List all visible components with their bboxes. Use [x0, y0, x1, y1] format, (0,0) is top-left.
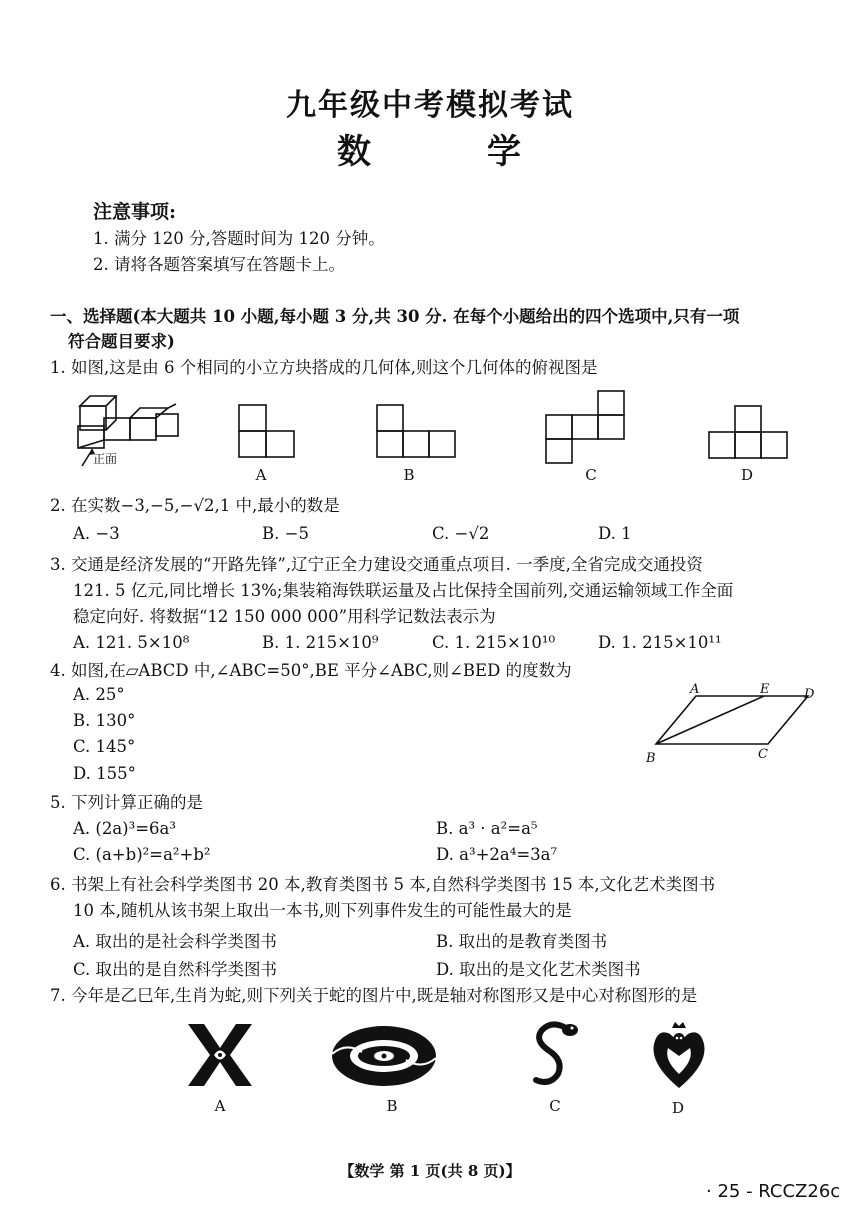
q1-option-b-label[interactable]: B: [403, 466, 415, 484]
page-footer: 【数学 第 1 页(共 8 页)】: [339, 1162, 521, 1180]
q5-option-d[interactable]: D. a³+2a⁴=3a⁷: [436, 845, 558, 864]
q1-cube-figure: [70, 388, 180, 468]
q6-option-b[interactable]: B. 取出的是教育类图书: [436, 932, 608, 951]
q3-stem-line-2: 121. 5 亿元,同比增长 13%;集装箱海铁联运量及占比保持全国前列,交通运输领域工作全面: [73, 581, 734, 600]
q1-option-c-figure: [545, 390, 627, 466]
q3-stem-line-1: 3. 交通是经济发展的“开路先锋”,辽宁正全力建设交通重点项目. 一季度,全省完成交通投资: [50, 555, 703, 574]
q1-option-b-figure: [376, 404, 456, 458]
q1-stem: 1. 如图,这是由 6 个相同的小立方块搭成的几何体,则这个几何体的俯视图是: [50, 358, 598, 377]
q1-option-c-label[interactable]: C: [585, 466, 597, 484]
q7-option-d-label[interactable]: D: [671, 1099, 685, 1117]
q7-snake-b-icon: [328, 1024, 440, 1088]
q4-label-a: A: [690, 682, 700, 697]
q4-label-e: E: [760, 682, 770, 697]
q4-stem: 4. 如图,在▱ABCD 中,∠ABC=50°,BE 平分∠ABC,则∠BED 的度数为: [50, 661, 572, 680]
q5-option-a[interactable]: A. (2a)³=6a³: [73, 819, 177, 838]
q3-stem-line-3: 稳定向好. 将数据“12 150 000 000”用科学记数法表示为: [73, 607, 496, 626]
notice-item-1: 1. 满分 120 分,答题时间为 120 分钟。: [93, 229, 385, 248]
notice-heading: 注意事项:: [93, 201, 177, 223]
q7-snake-d-icon: [648, 1020, 710, 1090]
subject-char-2: 学: [487, 132, 523, 172]
q6-option-c[interactable]: C. 取出的是自然科学类图书: [73, 960, 278, 979]
q1-option-a-label[interactable]: A: [255, 466, 267, 484]
q7-option-c-label[interactable]: C: [549, 1097, 561, 1115]
subject-title: [0, 124, 860, 173]
q7-option-b-label[interactable]: B: [386, 1097, 398, 1115]
exam-title: 九年级中考模拟考试: [286, 88, 574, 123]
q1-front-label: 正面: [93, 452, 118, 466]
q4-option-a[interactable]: A. 25°: [73, 685, 125, 704]
q6-stem-line-2: 10 本,随机从该书架上取出一本书,则下列事件发生的可能性最大的是: [73, 901, 572, 920]
q5-option-c[interactable]: C. (a+b)²=a²+b²: [73, 845, 211, 864]
q2-option-c[interactable]: C. −√2: [432, 524, 490, 543]
subject-char-1: 数: [337, 132, 373, 172]
q7-snake-c-icon: [522, 1018, 582, 1090]
q1-option-d-label[interactable]: D: [740, 466, 754, 484]
section-heading-cont: 符合题目要求): [68, 332, 175, 351]
q4-parallelogram-figure: [640, 682, 830, 772]
q3-option-c[interactable]: C. 1. 215×10¹⁰: [432, 633, 556, 652]
q5-stem: 5. 下列计算正确的是: [50, 793, 203, 812]
q2-option-b[interactable]: B. −5: [262, 524, 309, 543]
q3-option-d[interactable]: D. 1. 215×10¹¹: [598, 633, 722, 652]
notice-item-2: 2. 请将各题答案填写在答题卡上。: [93, 255, 345, 274]
q2-stem: 2. 在实数−3,−5,−√2,1 中,最小的数是: [50, 496, 340, 515]
q4-label-b: B: [646, 751, 656, 766]
q1-option-a-figure: [238, 404, 298, 458]
q6-option-d[interactable]: D. 取出的是文化艺术类图书: [436, 960, 641, 979]
q4-option-c[interactable]: C. 145°: [73, 737, 136, 756]
q6-stem-line-1: 6. 书架上有社会科学类图书 20 本,教育类图书 5 本,自然科学类图书 15 本,文化艺术类图书: [50, 875, 716, 894]
q4-option-d[interactable]: D. 155°: [73, 764, 136, 783]
q4-label-d: D: [804, 687, 815, 702]
q7-snake-a-icon: [186, 1022, 254, 1088]
paper-code: · 25 - RCCZ26c: [706, 1181, 841, 1202]
q7-stem: 7. 今年是乙巳年,生肖为蛇,则下列关于蛇的图片中,既是轴对称图形又是中心对称图形的是: [50, 986, 698, 1005]
q3-option-b[interactable]: B. 1. 215×10⁹: [262, 633, 379, 652]
q4-option-b[interactable]: B. 130°: [73, 711, 136, 730]
q3-option-a[interactable]: A. 121. 5×10⁸: [73, 633, 190, 652]
q7-option-a-label[interactable]: A: [214, 1097, 226, 1115]
q1-option-d-figure: [708, 405, 788, 459]
q2-option-d[interactable]: D. 1: [598, 524, 632, 543]
q2-option-a[interactable]: A. −3: [73, 524, 120, 543]
section-heading: 一、选择题(本大题共 10 小题,每小题 3 分,共 30 分. 在每个小题给出的四个选项中,只有一项: [50, 307, 740, 326]
q4-label-c: C: [758, 747, 768, 762]
q5-option-b[interactable]: B. a³ · a²=a⁵: [436, 819, 538, 838]
q6-option-a[interactable]: A. 取出的是社会科学类图书: [73, 932, 277, 951]
